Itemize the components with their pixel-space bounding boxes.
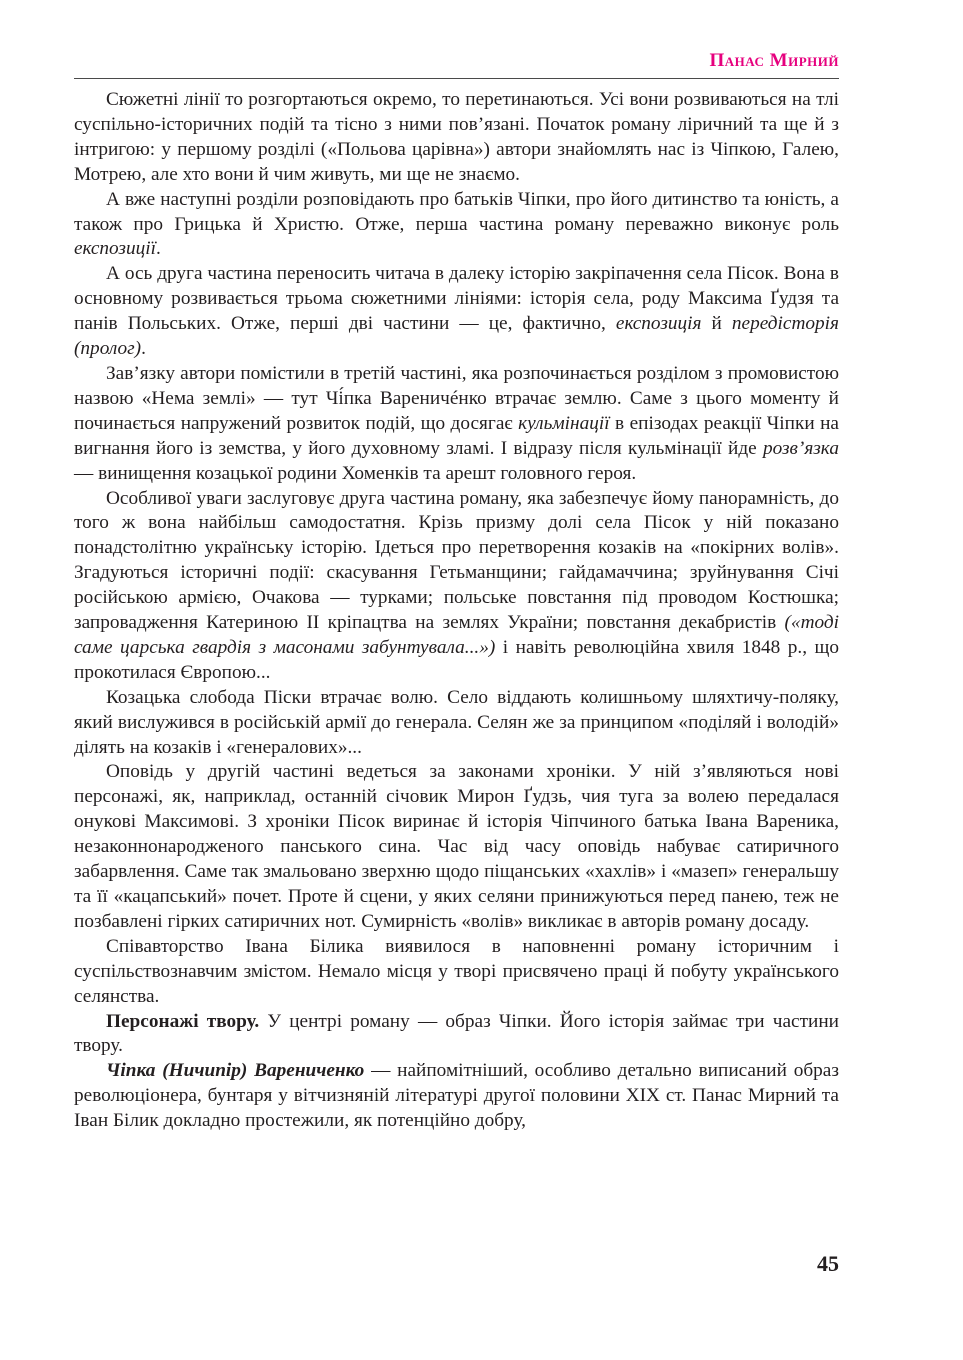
text-run: і навіть революційна хвиля 1848 р., що прокотилася Європою... <box>74 636 840 683</box>
text-run: . <box>141 338 146 360</box>
text-run: Оповідь у другій частині ведеться за законами хроніки. У ній з’являються нові персонажі, як, наприклад, останній січовик Мирон Ґудзь, чия туга за волею передалася онукові Максимові. З хроніки Пісок виринає й історія Чіпчиного батька Івана Вареника, незаконнонародженого панського сина. Час від часу оповідь набуває сатиричного забарвлення. Саме так змальовано зверхню щодо піщанських «хахлів» і «мазеп» генеральшу та її «кацапський» почет. Проте й сцени, у яких селяни принижуються перед панею, теж не позбавлені гірких сатиричних нот. Сумирність «волів» викликає в авторів роману досаду. <box>74 761 839 932</box>
text-run: Співавторство Івана Білика виявилося в наповненні роману історичним і суспільствознавчим змістом. Немало місця у творі присвячено праці й побуту українського селянства. <box>74 935 839 1007</box>
text-run: й <box>701 313 732 335</box>
paragraph <box>74 1010 839 1060</box>
paragraph <box>74 362 839 487</box>
paragraph <box>74 188 839 263</box>
text-run: У центрі роману — образ Чіпки. Його історія займає три частини твору. <box>74 1010 839 1057</box>
emphasis-text: Чіпка (Ничипір) Варениченко <box>106 1060 365 1082</box>
body-text <box>74 88 839 1134</box>
emphasis-text: передісторія (пролог) <box>74 313 839 360</box>
text-run: А вже наступні розділи розповідають про батьків Чіпки, про його дитинство та юність, а також про Грицька й Христю. Отже, перша частина роману переважно виконує роль <box>74 188 839 235</box>
text-run: Сюжетні лінії то розгортаються окремо, то перетинаються. Усі вони розвиваються на тлі суспільно-історичних подій та тісно з ними пов’язані. Початок роману ліричний та ще й з інтригою: у першому розділі («Польова царівна») автори знайомлять нас із Чіпкою, Галею, Мотрею, але хто вони й чим живуть, ми ще не знаємо. <box>74 89 839 185</box>
paragraph <box>74 935 839 1010</box>
text-run: — найпомітніший, особливо детально виписаний образ революціонера, бунтаря у вітчизняній літературі другої половини XIX ст. Панас Мирний та Іван Білик докладно простежили, як потенційно добру, <box>74 1060 839 1132</box>
emphasis-text: Персонажі твору. <box>106 1010 260 1032</box>
paragraph <box>74 1059 839 1134</box>
emphasis-text: експозиція <box>615 313 702 335</box>
page-number: 45 <box>817 1251 839 1276</box>
paragraph <box>74 88 839 188</box>
emphasis-text: розв’язка <box>762 437 839 459</box>
paragraph <box>74 487 839 686</box>
text-run: Особливої уваги заслуговує друга частина роману, яка забезпечує йому панорамність, до того ж вона найбільш самодостатня. Крізь призму долі села Пісок у ній показано понадстолітню українську історію. Ідеться про перетворення козаків на «покірних волів». Згадуються історичні події: скасування Гетьманщини; гайдамаччина; зруйнування Січі російською армією, Очакова — турками; польське повстання під проводом Костюшка; запровадження Катериною II кріпацтва на землях України; повстання декабристів <box>74 487 839 634</box>
text-run: . <box>155 238 161 260</box>
running-head-author: Панас Мирний <box>709 50 839 71</box>
page-header <box>74 48 839 79</box>
emphasis-text: експозиції <box>74 238 156 260</box>
text-run: — винищення козацької родини Хоменків та арешт головного героя. <box>74 462 637 484</box>
paragraph <box>74 760 839 934</box>
text-run: Козацька слобода Піски втрачає волю. Село віддають колишньому шляхтичу-поляку, який вислужився в російській армії до генерала. Селян же за принципом «поділяй і володій» ділять на козаків і «генералових»... <box>74 686 839 758</box>
paragraph <box>74 262 839 362</box>
emphasis-text: («тоді саме царська гвардія з масонами забунтувала...») <box>74 612 839 658</box>
emphasis-text: кульмінації <box>518 412 610 434</box>
text-run: А ось друга частина переносить читача в далеку історію закріпачення села Пісок. Вона в основному розвивається трьома сюжетними лініями: історія села, роду Максима Ґудзя та панів Польських. Отже, перші дві частини — це, фактично, <box>74 263 839 335</box>
paragraph <box>74 686 839 761</box>
text-run: Зав’язку автори помістили в третій частині, яка розпочинається розділом з промовистою назвою «Нема землі» — тут Чі́пка Вареничéнко втрачає землю. Саме з цього моменту й починається напружений розвиток подій, що досягає <box>74 362 839 434</box>
text-run: в епізодах реакції Чіпки на вигнання його із земства, у його духовному зламі. І відразу після кульмінації йде <box>74 412 839 459</box>
